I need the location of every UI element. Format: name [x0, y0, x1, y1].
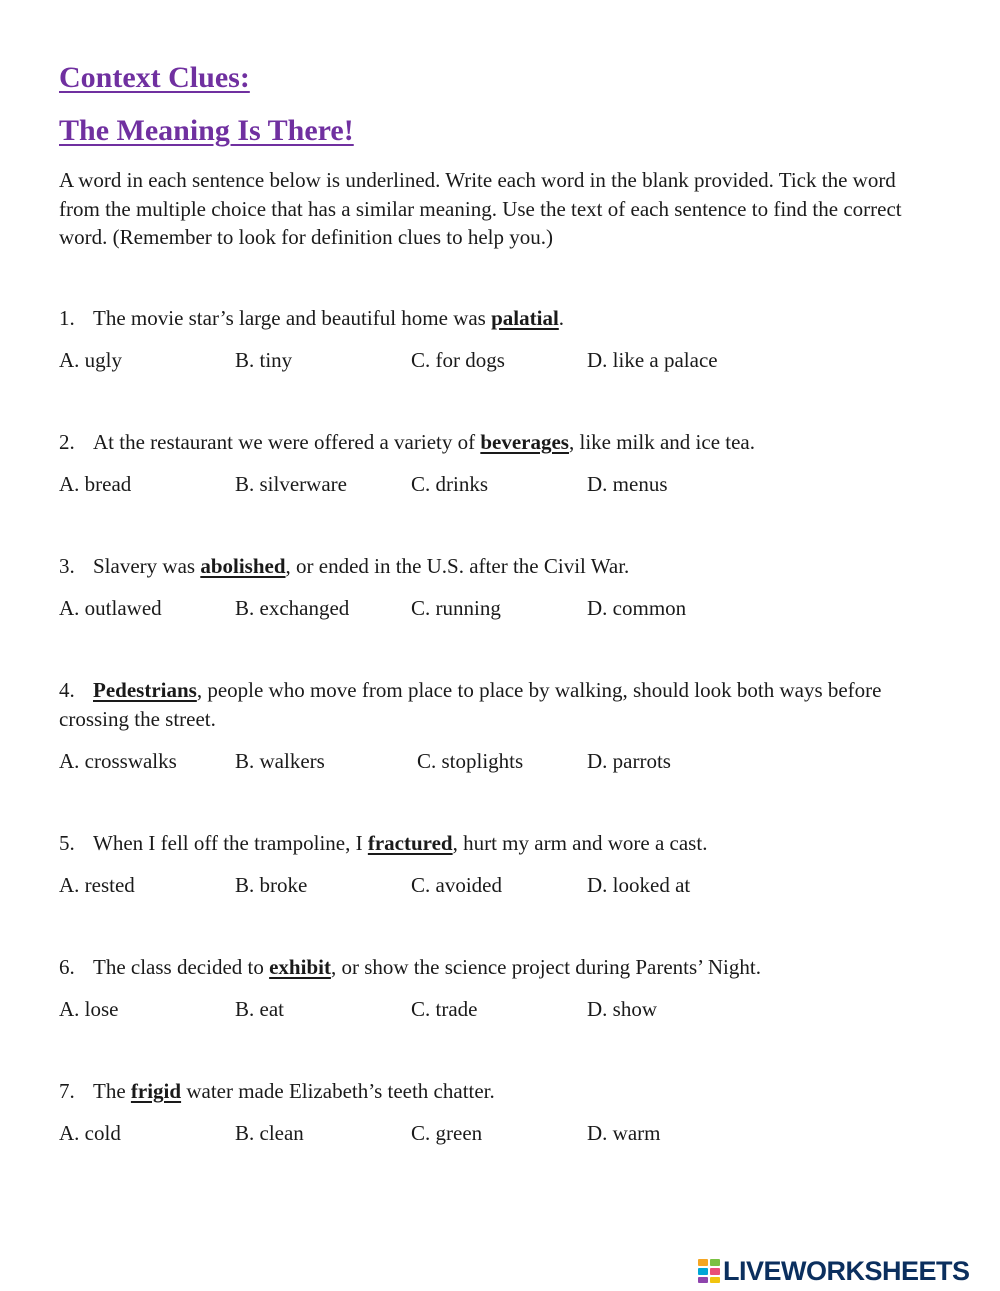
question-number: 6.	[59, 955, 75, 979]
option-d[interactable]: D. warm	[587, 1121, 661, 1145]
option-b[interactable]: B. walkers	[235, 749, 325, 773]
option-b[interactable]: B. eat	[235, 997, 284, 1021]
option-a[interactable]: A. bread	[59, 472, 132, 496]
option-a[interactable]: A. lose	[59, 997, 119, 1021]
question-2	[59, 428, 939, 457]
sentence-before: The movie star’s large and beautiful home was	[93, 306, 492, 330]
option-d[interactable]: D. parrots	[587, 749, 671, 773]
option-c[interactable]: C. drinks	[411, 472, 489, 496]
question-4	[59, 676, 939, 734]
option-d[interactable]: D. looked at	[587, 873, 691, 897]
underlined-word: palatial	[491, 306, 559, 330]
options-2	[59, 469, 939, 499]
sentence-after: water made Elizabeth’s teeth chatter.	[181, 1079, 495, 1103]
question-number: 2.	[59, 430, 75, 454]
options-5	[59, 870, 939, 900]
sentence-after: .	[558, 306, 565, 330]
question-3	[59, 552, 939, 581]
option-c[interactable]: C. green	[411, 1121, 483, 1145]
option-b[interactable]: B. clean	[235, 1121, 304, 1145]
options-3	[59, 593, 939, 623]
option-b[interactable]: B. silverware	[235, 472, 347, 496]
options-4	[59, 746, 939, 776]
sentence-before: The class decided to	[93, 955, 270, 979]
option-c[interactable]: C. avoided	[411, 873, 502, 897]
underlined-word: frigid	[130, 1079, 182, 1103]
sentence-after: , hurt my arm and wore a cast.	[452, 831, 708, 855]
logo-text: LIVEWORKSHEETS	[723, 1256, 970, 1286]
option-b[interactable]: B. broke	[235, 873, 308, 897]
sentence-before: At the restaurant we were offered a variety of	[93, 430, 481, 454]
option-d[interactable]: D. show	[587, 997, 658, 1021]
page-subtitle: The Meaning Is There!	[59, 114, 354, 147]
option-d[interactable]: D. menus	[587, 472, 668, 496]
underlined-word: abolished	[200, 554, 286, 578]
sentence-before: The	[93, 1079, 131, 1103]
sentence-before: When I fell off the trampoline, I	[93, 831, 368, 855]
option-a[interactable]: A. outlawed	[59, 596, 162, 620]
page-title: Context Clues:	[59, 61, 250, 94]
underlined-word: fractured	[367, 831, 453, 855]
sentence-after: , like milk and ice tea.	[568, 430, 756, 454]
option-b[interactable]: B. exchanged	[235, 596, 350, 620]
sentence-after: , people who move from place to place by walking, should look both ways before crossing the street.	[59, 678, 882, 731]
liveworksheets-logo-icon	[697, 1258, 721, 1284]
question-number: 3.	[59, 554, 75, 578]
question-6	[59, 953, 939, 982]
sentence-after: , or show the science project during Parents’ Night.	[330, 955, 761, 979]
option-c[interactable]: C. stoplights	[417, 749, 524, 773]
option-a[interactable]: A. cold	[59, 1121, 121, 1145]
underlined-word: beverages	[480, 430, 569, 454]
sentence-before: Slavery was	[93, 554, 201, 578]
question-1	[59, 304, 939, 333]
question-5	[59, 829, 939, 858]
underlined-word: Pedestrians	[93, 678, 197, 702]
underlined-word: exhibit	[269, 955, 331, 979]
question-number: 1.	[59, 306, 75, 330]
question-number: 7.	[59, 1079, 75, 1103]
question-number: 5.	[59, 831, 75, 855]
option-a[interactable]: A. crosswalks	[59, 749, 177, 773]
option-d[interactable]: D. common	[587, 596, 687, 620]
sentence-after: , or ended in the U.S. after the Civil War.	[285, 554, 630, 578]
question-number: 4.	[59, 678, 75, 702]
option-b[interactable]: B. tiny	[235, 348, 293, 372]
option-a[interactable]: A. ugly	[59, 348, 122, 372]
option-c[interactable]: C. for dogs	[411, 348, 505, 372]
option-c[interactable]: C. running	[411, 596, 501, 620]
options-6	[59, 994, 939, 1024]
option-c[interactable]: C. trade	[411, 997, 478, 1021]
option-d[interactable]: D. like a palace	[587, 348, 718, 372]
instructions-text: A word in each sentence below is underlined. Write each word in the blank provided. Tick the word from the multiple choice that has a similar meaning. Use the text of each sentence to find the correct word. (Remember to look for definition clues to help you.)	[59, 168, 902, 249]
option-a[interactable]: A. rested	[59, 873, 135, 897]
options-1	[59, 345, 939, 375]
liveworksheets-logo	[697, 1256, 970, 1286]
question-7	[59, 1077, 939, 1106]
options-7	[59, 1118, 939, 1148]
